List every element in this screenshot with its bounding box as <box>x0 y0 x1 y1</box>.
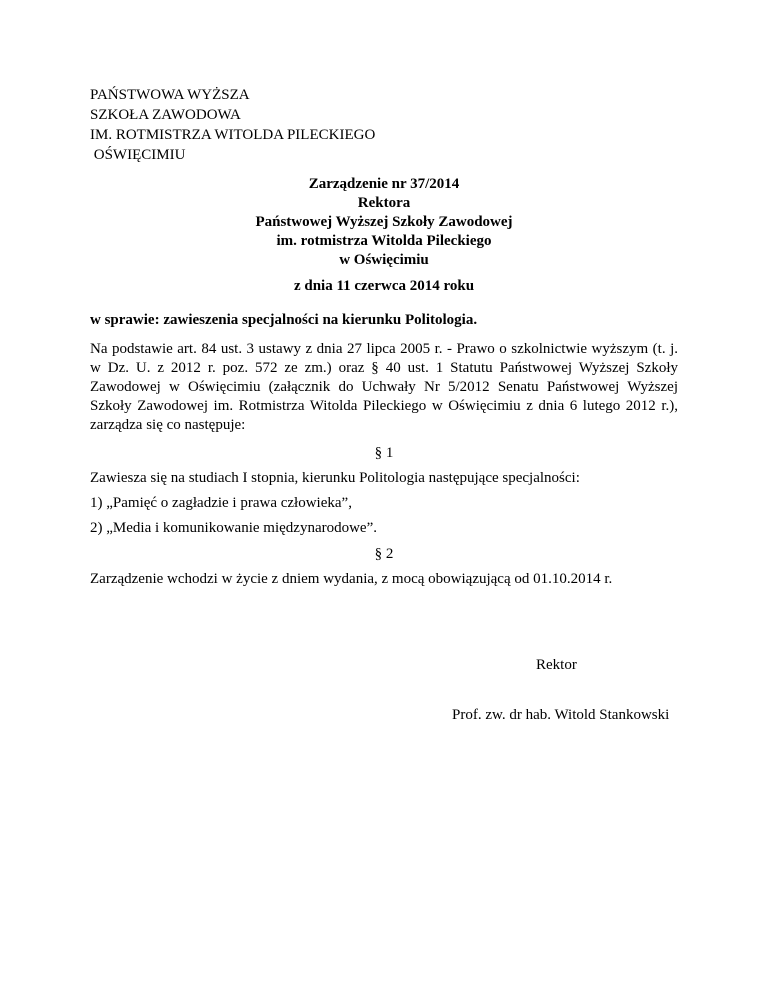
issuer-patron: im. rotmistrza Witolda Pileckiego <box>276 233 492 249</box>
issuer-city: w Oświęcimiu <box>339 252 429 268</box>
institution-header <box>90 85 375 165</box>
institution-line-1: PAŃSTWOWA WYŻSZA <box>90 87 250 103</box>
document-date: z dnia 11 czerwca 2014 roku <box>293 278 475 294</box>
list-item-2: 2) „Media i komunikowanie międzynarodowe”. <box>90 520 377 536</box>
issuer-institution: Państwowej Wyższej Szkoły Zawodowej <box>255 214 513 230</box>
institution-line-2: SZKOŁA ZAWODOWA <box>90 107 241 123</box>
legal-basis-paragraph: Na podstawie art. 84 ust. 3 ustawy z dnia 27 lipca 2005 r. - Prawo o szkolnictwie wyższym (t. j. w Dz. U. z 2012 r. poz. 572 ze zm.) oraz § 40 ust. 1 Statutu Państwowej Wyższej Szkoły Zawodowej w Oświęcimiu (załącznik do Uchwały Nr 5/2012 Senatu Państwowej Wyższej Szkoły Zawodowej im. Rotmistrza Witolda Pileckiego w Oświęcimiu z dnia 6 lutego 2012 r.), zarządza się co następuje: <box>90 341 678 433</box>
section-1-text: Zawiesza się na studiach I stopnia, kierunku Politologia następujące specjalności: <box>90 470 580 486</box>
issuer-title: Rektora <box>357 195 411 211</box>
institution-line-3: IM. ROTMISTRZA WITOLDA PILECKIEGO <box>90 127 376 143</box>
list-item-1: 1) „Pamięć o zagładzie i prawa człowieka”, <box>90 495 352 511</box>
section-2-text: Zarządzenie wchodzi w życie z dniem wydania, z mocą obowiązującą od 01.10.2014 r. <box>90 571 613 587</box>
signature-name: Prof. zw. dr hab. Witold Stankowski <box>452 707 670 723</box>
section-2-mark: § 2 <box>374 546 394 562</box>
document-heading <box>0 175 768 270</box>
signature-title: Rektor <box>536 657 577 673</box>
order-number: Zarządzenie nr 37/2014 <box>308 176 460 192</box>
section-1-mark: § 1 <box>374 445 394 461</box>
document-subject: w sprawie: zawieszenia specjalności na kierunku Politologia. <box>90 312 478 328</box>
institution-line-4: OŚWIĘCIMIU <box>90 147 186 163</box>
